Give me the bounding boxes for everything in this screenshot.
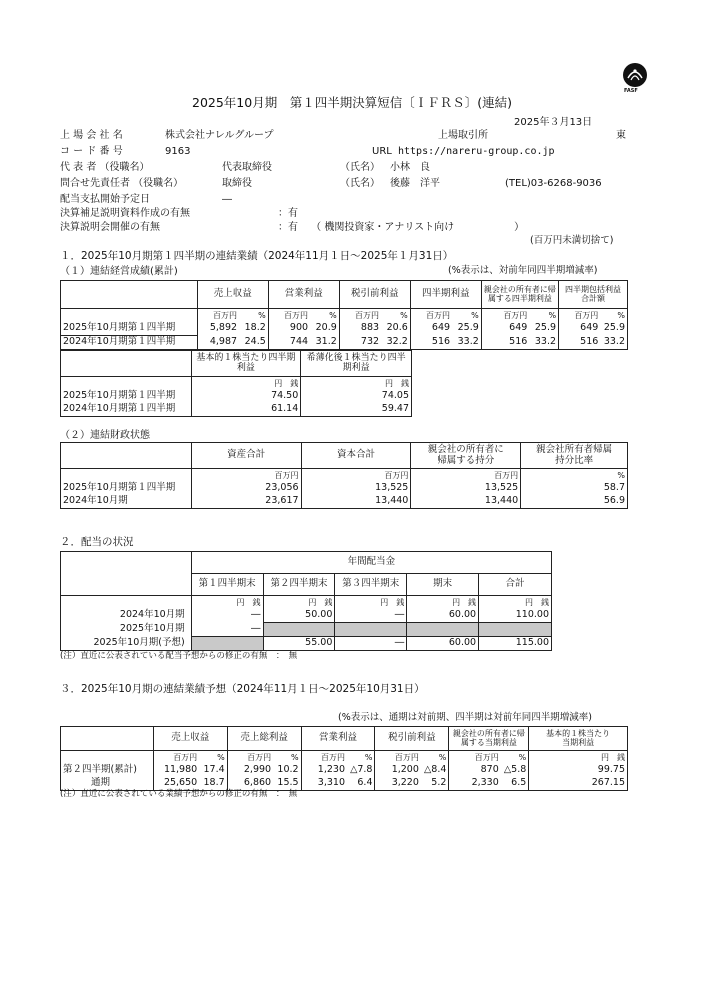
col-comprehensive-income: 四半期包括利益合計額 xyxy=(559,281,628,309)
table-row: 2025年10月期 ― xyxy=(61,623,552,637)
company-name-label: 上 場 会 社 名 xyxy=(60,130,123,141)
supplement-label: 決算補足説明資料作成の有無 xyxy=(60,208,190,219)
company-url-link[interactable]: https://nareru-group.co.jp xyxy=(398,146,555,157)
section3-pct-note: (%表示は、通期は対前期、四半期は対前年同四半期増減率) xyxy=(338,712,592,723)
rounding-note: (百万円未満切捨て) xyxy=(530,235,614,246)
col-fc-owners-profit: 親会社の所有者に帰属する当期利益 xyxy=(449,727,529,751)
logo-caption: FASF xyxy=(624,88,638,94)
exchange-value: 東 xyxy=(616,130,626,141)
supplement-value: ：有 xyxy=(278,208,298,219)
col-pretax-profit: 税引前利益 xyxy=(339,281,410,309)
dividend-start-label: 配当支払開始予定日 xyxy=(60,194,150,205)
col-fc-eps: 基本的１株当たり当期利益 xyxy=(529,727,628,751)
col-diluted-eps: 希薄化後１株当たり四半期利益 xyxy=(301,351,412,377)
col-q2-end: 第２四半期末 xyxy=(263,574,335,596)
financial-position-table: 資産合計 資本合計 親会社の所有者に帰属する持分 親会社所有者帰属持分比率 百万円 百万円 百万円 % 2025年10月期第１四半期 23,056 13,525 13,525 58.7 2024年10月期 23,617 13,440 13,440 56.9 xyxy=(60,442,628,509)
company-name: 株式会社ナレルグループ xyxy=(165,130,274,141)
page-title: 2025年10月期 第１四半期決算短信〔ＩＦＲＳ〕(連結) xyxy=(192,95,512,110)
url-label: URL xyxy=(372,146,392,157)
contact-name-label: （氏名） xyxy=(340,178,380,189)
contact-tel: (TEL)03-6268-9036 xyxy=(505,178,602,189)
col-fc-pretax-profit: 税引前利益 xyxy=(375,727,449,751)
forecast-revision-note: (注）直近に公表されている業績予想からの修正の有無 ： 無 xyxy=(60,789,298,799)
section1-sub1: （１）連結経営成績(累計) xyxy=(60,266,178,277)
code-value: 9163 xyxy=(165,146,191,157)
representative-name: 小林 良 xyxy=(390,162,430,173)
col-operating-profit: 営業利益 xyxy=(268,281,339,309)
section3-heading: ３．2025年10月期の連結業績予想（2024年11月１日～2025年10月31日） xyxy=(60,683,425,695)
table-row: 2025年10月期第１四半期 23,056 13,525 13,525 58.7 xyxy=(61,482,628,495)
table-row: 2024年10月期 ― 50.00 ― 60.00 110.00 xyxy=(61,609,552,623)
section2-heading: ２．配当の状況 xyxy=(60,536,134,548)
contact-title: 取締役 xyxy=(222,178,252,189)
col-owners-equity: 親会社の所有者に帰属する持分 xyxy=(411,443,521,469)
dividend-start-value: ― xyxy=(222,194,232,205)
section1-pct-note: (%表示は、対前年同四半期増減率) xyxy=(448,265,598,276)
exchange-label: 上場取引所 xyxy=(438,130,488,141)
table-row: 通期 25,650 18.7 6,860 15.5 3,310 6.4 3,220 5.2 2,330 6.5 267.15 xyxy=(61,777,628,791)
col-q3-end: 第３四半期末 xyxy=(335,574,407,596)
dividend-table: 年間配当金 第１四半期末 第２四半期末 第３四半期末 期末 合計 円 銭 円 銭 円 銭 円 銭 円 銭 2024年10月期 ― 50.00 ― 60.00 110.00 2025年10月期 ― 2025年10月期(予想) 55.00 ― 60.00 115.00 xyxy=(60,551,552,651)
operating-results-table: 売上収益 営業利益 税引前利益 四半期利益 親会社の所有者に帰属する四半期利益 四半期包括利益合計額 百万円 % 百万円 % 百万円 % 百万円 % 百万円 % 百万円 % 2025年10月期第１四半期 5,892 18.2 900 20.9 883 20.6 649 25.9 649 25.9 649 25.9 2024年10月期第１四半期 4,987 24.5 744 31.2 732 32.2 516 33.2 516 33.2 516 33.2 xyxy=(60,280,628,350)
col-annual-dividend: 年間配当金 xyxy=(191,552,551,574)
col-q1-end: 第１四半期末 xyxy=(191,574,263,596)
col-fc-gross-profit: 売上総利益 xyxy=(227,727,301,751)
briefing-value: ：有 （ 機関投資家・アナリスト向け ） xyxy=(278,222,525,233)
table-row: 2024年10月期第１四半期 4,987 24.5 744 31.2 732 32.2 516 33.2 516 33.2 516 33.2 xyxy=(61,336,628,350)
forecast-table: 売上収益 売上総利益 営業利益 税引前利益 親会社の所有者に帰属する当期利益 基本的１株当たり当期利益 百万円 % 百万円 % 百万円 % 百万円 % 百万円 % 円 銭 第２四半期(累計) 11,980 17.4 2,990 10.2 1,230 △7.8 1,200 △8.4 870 △5.8 99.75 通期 25,650 18.7 6,860 15.5 3,310 6.4 3,220 5.2 2,330 6.5 267.15 xyxy=(60,726,628,791)
col-revenue: 売上収益 xyxy=(197,281,268,309)
col-total-equity: 資本合計 xyxy=(301,443,411,469)
table-row: 2024年10月期第１四半期 61.14 59.47 xyxy=(61,403,412,417)
section1-heading: １．2025年10月期第１四半期の連結業績（2024年11月１日～2025年１月31日） xyxy=(60,250,454,262)
col-quarterly-profit: 四半期利益 xyxy=(410,281,481,309)
col-fc-operating-profit: 営業利益 xyxy=(301,727,375,751)
contact-label: 問合せ先責任者 （役職名） xyxy=(60,178,184,189)
col-year-end: 期末 xyxy=(407,574,479,596)
col-basic-eps: 基本的１株当たり四半期利益 xyxy=(191,351,301,377)
table-row: 第２四半期(累計) 11,980 17.4 2,990 10.2 1,230 △7.8 1,200 △8.4 870 △5.8 99.75 xyxy=(61,764,628,777)
col-total-assets: 資産合計 xyxy=(191,443,301,469)
table-row: 2025年10月期第１四半期 74.50 74.05 xyxy=(61,390,412,403)
eps-table: 基本的１株当たり四半期利益 希薄化後１株当たり四半期利益 円 銭 円 銭 2025年10月期第１四半期 74.50 74.05 2024年10月期第１四半期 61.14 59.47 xyxy=(60,350,412,417)
representative-label: 代 表 者 （役職名） xyxy=(60,162,150,173)
fasf-logo-icon xyxy=(622,62,648,88)
col-total: 合計 xyxy=(479,574,552,596)
code-label: コ ー ド 番 号 xyxy=(60,146,123,157)
col-equity-ratio: 親会社所有者帰属持分比率 xyxy=(521,443,628,469)
contact-name: 後藤 洋平 xyxy=(390,178,440,189)
briefing-label: 決算説明会開催の有無 xyxy=(60,222,160,233)
table-row: 2024年10月期 23,617 13,440 13,440 56.9 xyxy=(61,495,628,509)
table-row: 2025年10月期(予想) 55.00 ― 60.00 115.00 xyxy=(61,637,552,651)
section1-sub2: （２）連結財政状態 xyxy=(60,430,150,441)
col-fc-revenue: 売上収益 xyxy=(153,727,227,751)
representative-title: 代表取締役 xyxy=(222,162,272,173)
dividend-revision-note: (注）直近に公表されている配当予想からの修正の有無 ： 無 xyxy=(60,651,298,661)
representative-name-label: （氏名） xyxy=(340,162,380,173)
report-date: 2025年３月13日 xyxy=(514,117,593,128)
table-row: 2025年10月期第１四半期 5,892 18.2 900 20.9 883 20.6 649 25.9 649 25.9 649 25.9 xyxy=(61,322,628,336)
col-owners-profit: 親会社の所有者に帰属する四半期利益 xyxy=(481,281,558,309)
